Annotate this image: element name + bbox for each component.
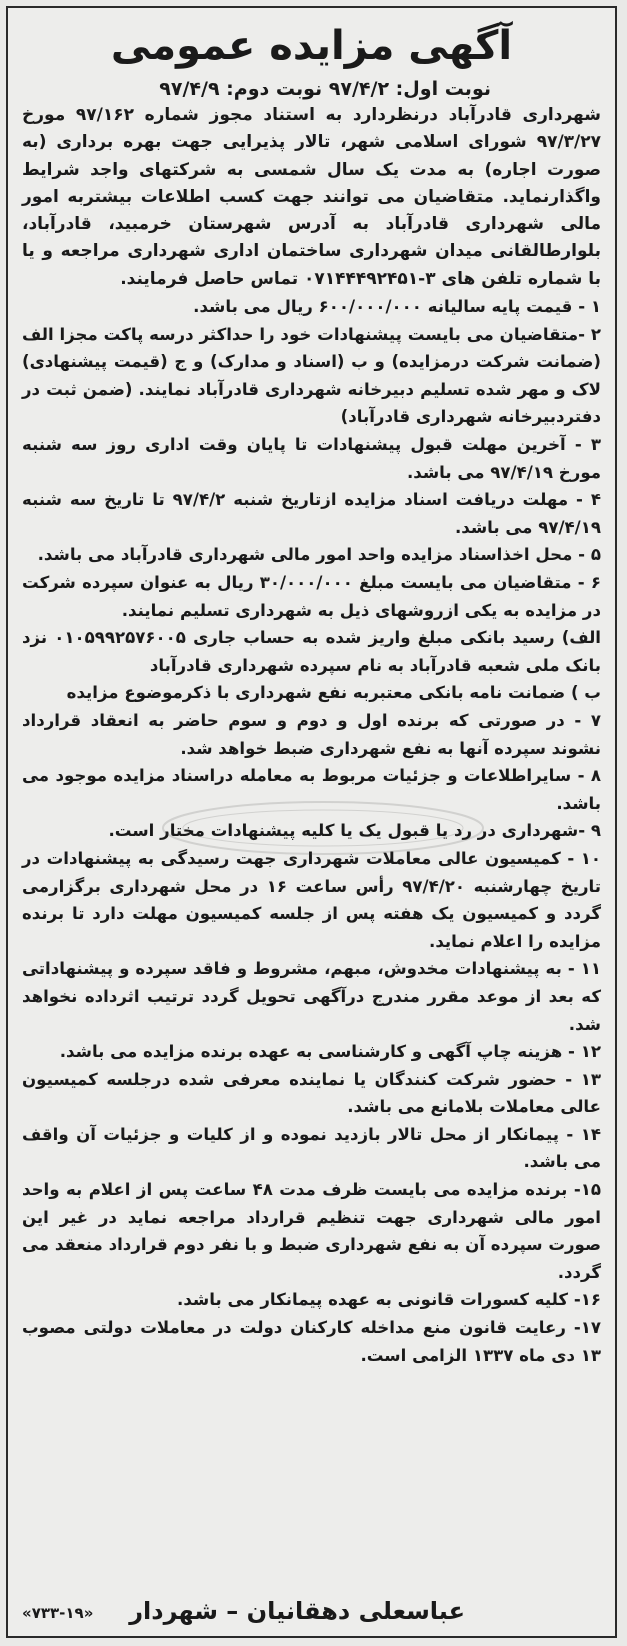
condition-2: ۲ -متقاضیان می بایست پیشنهادات خود را حداکثر درسه پاکت مجزا الف (ضمانت شرکت درمزایده) و ب (اسناد و مدارک) و ج (قیمت پیشنهادی) لاک و مهر شده تسلیم دبیرخانه شهرداری قادرآباد نمایند. (ضمن ثبت در دفتردبیرخانه شهرداری قادرآباد): [22, 324, 601, 427]
condition-9: ۹ -شهرداری در رد یا قبول یک یا کلیه پیشنهادات مختار است.: [108, 821, 601, 841]
condition-15: ۱۵- برنده مزایده می بایست ظرف مدت ۴۸ ساعت پس از اعلام به واحد امور مالی شهرداری جهت تنظیم قرارداد مراجعه نماید در غیر این صورت سپرده آن به نفع شهرداری ضبط و با نفر دوم قرارداد منعقد می گردد.: [22, 1180, 601, 1282]
condition-13: ۱۳ - حضور شرکت کنندگان یا نماینده معرفی شده درجلسه کمیسیون عالی معاملات بلامانع می باشد.: [22, 1069, 601, 1117]
condition-12: ۱۲ - هزینه چاپ آگهی و کارشناسی به عهده برنده مزایده می باشد.: [59, 1042, 601, 1062]
notice-frame: [6, 6, 617, 1638]
notice-footer: [8, 1594, 615, 1630]
condition-6-b: ب ) ضمانت نامه بانکی معتبربه نفع شهرداری با ذکرموضوع مزایده: [66, 683, 601, 703]
condition-8: ۸ - سایراطلاعات و جزئیات مربوط به معامله دراسناد مزایده موجود می باشد.: [22, 766, 601, 813]
condition-10: ۱۰ - کمیسیون عالی معاملات شهرداری جهت رسیدگی به پیشنهادات در تاریخ چهارشنبه ۹۷/۴/۲۰ رأس ساعت ۱۶ در محل شهرداری برگزارمی گردد و کمیسیون یک هفته پس از جلسه کمیسیون مهلت دارد تا برنده مزایده را اعلام نماید.: [22, 848, 602, 951]
condition-3: ۳ - آخرین مهلت قبول پیشنهادات تا پایان وقت اداری روز سه شنبه مورخ ۹۷/۴/۱۹ می باشد.: [22, 435, 601, 482]
notice-body: [8, 8, 615, 1369]
condition-7: ۷ - در صورتی که برنده اول و دوم و سوم حاضر به انعقاد قرارداد نشوند سپرده آنها به نفع شهرداری ضبط خواهد شد.: [22, 710, 601, 758]
condition-11: ۱۱ - به پیشنهادات مخدوش، مبهم، مشروط و فاقد سپرده و پیشنهاداتی که بعد از موعد مقرر مندرج درآگهی تحویل گردد ترتیب اثرداده نخواهد شد.: [22, 959, 601, 1034]
notice-title: آگهی مزایده عمومی: [110, 23, 513, 69]
condition-6: ۶ - متقاضیان می بایست مبلغ ۳۰/۰۰۰/۰۰۰ ریال به عنوان سپرده شرکت در مزایده به یکی ازروشهای ذیل به شهرداری تسلیم نمایند.: [22, 573, 601, 620]
condition-6-a: الف) رسید بانکی مبلغ واریز شده به حساب جاری ۰۱۰۵۹۹۲۵۷۶۰۰۵ نزد بانک ملی شعبه قادرآباد به نام سپرده شهرداری قادرآباد: [22, 628, 602, 675]
condition-14: ۱۴ - پیمانکار از محل تالار بازدید نموده و از کلیات و جزئیات آن واقف می باشد.: [22, 1124, 601, 1172]
publication-rounds: نوبت اول: ۹۷/۴/۲ نوبت دوم: ۹۷/۴/۹: [159, 78, 491, 100]
mayor-signature: عباسعلی دهقانیان – شهردار: [129, 1597, 465, 1625]
condition-4: ۴ - مهلت دریافت اسناد مزایده ازتاریخ شنبه ۹۷/۴/۲ تا تاریخ سه شنبه ۹۷/۴/۱۹ می باشد.: [22, 490, 601, 537]
condition-16: ۱۶- کلیه کسورات قانونی به عهده پیمانکار می باشد.: [177, 1290, 601, 1310]
watermark-stamp-icon: [158, 798, 488, 858]
ad-code: «۷۳۳-۱۹»: [22, 1604, 94, 1622]
intro-paragraph: شهرداری قادرآباد درنظردارد به استناد مجوز شماره ۹۷/۱۶۲ مورخ ۹۷/۳/۲۷ شورای اسلامی شهر، تالار پذیرایی جهت بهره برداری (به صورت اجاره) به مدت یک سال شمسی به شرکتهای واجد شرایط واگذارنماید. متقاضیان می توانند جهت کسب اطلاعات بیشتربه امور مالی شهرداری قادرآباد به آدرس شهرستان خرمبید، قادرآباد، بلوارطالقانی میدان شهرداری ساختمان اداری شهرداری مراجعه و یا با شماره تلفن های ۳-۰۷۱۴۴۴۹۲۴۵۱ تماس حاصل فرمایند.: [22, 105, 601, 289]
condition-17: ۱۷- رعایت قانون منع مداخله کارکنان دولت در معاملات دولتی مصوب ۱۳ دی ماه ۱۳۳۷ الزامی است.: [22, 1318, 601, 1365]
condition-1: ۱ - قیمت پایه سالیانه ۶۰۰/۰۰۰/۰۰۰ ریال می باشد.: [193, 297, 601, 317]
condition-5: ۵ - محل اخذاسناد مزایده واحد امور مالی شهرداری قادرآباد می باشد.: [37, 545, 601, 565]
